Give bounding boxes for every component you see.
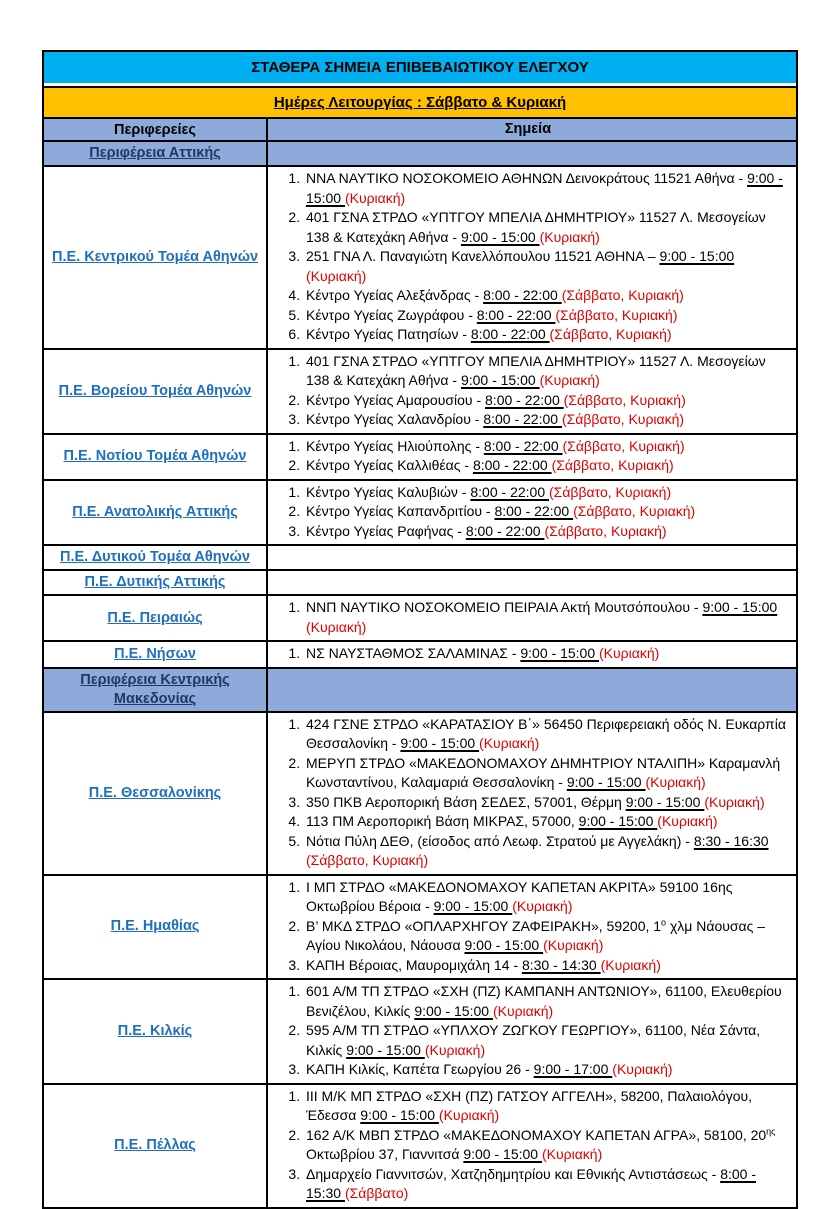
points-cell [268, 481, 796, 545]
points-list [268, 644, 788, 664]
table-row [44, 479, 796, 545]
point-item: 1. Κέντρο Υγείας Καλυβιών - 8:00 - 22:00 (Σάββατο, Κυριακή) [304, 483, 788, 503]
section-title[interactable]: Περιφέρεια Κεντρικής Μακεδονίας [80, 671, 230, 707]
point-item: 6. Κέντρο Υγείας Πατησίων - 8:00 - 22:00 (Σάββατο, Κυριακή) [304, 325, 788, 345]
point-item: 3. 251 ΓΝΑ Λ. Παναγιώτη Κανελλόπουλου 11521 ΑΘΗΝΑ – 9:00 - 15:00 (Κυριακή) [304, 247, 788, 286]
points-cell [268, 350, 796, 433]
point-item: 5. Νότια Πύλη ΔΕΘ, (είσοδος από Λεωφ. Στρατού με Αγγελάκη) - 8:30 - 16:30 (Σάββατο, Κυριακή) [304, 832, 788, 871]
points-cell [268, 167, 796, 348]
table-row [44, 640, 796, 667]
point-item: 2. 162 Α/Κ ΜΒΠ ΣΤΡΔΟ «ΜΑΚΕΔΟΝΟΜΑΧΟΥ ΚΑΠΕΤΑΝ ΑΓΡΑ», 58100, $20^{\eta\varsigma}$ Οκτωβρίου 37, Γιαννιτσά 9:00 - 15:00 (Κυριακή) [304, 1126, 788, 1165]
point-item: 3. ΚΑΠΗ Κιλκίς, Καπέτα Γεωργίου 26 - 9:00 - 17:00 (Κυριακή) [304, 1060, 788, 1080]
region-cell [44, 481, 268, 545]
point-item: 2. ΜΕΡΥΠ ΣΤΡΔΟ «ΜΑΚΕΔΟΝΟΜΑΧΟΥ ΔΗΜΗΤΡΙΟΥ ΝΤΑΛΙΠΗ» Καραμανλή Κωνσταντίνου, Καλαμαριά Θεσσαλονίκη - 9:00 - 15:00 (Κυριακή) [304, 754, 788, 793]
point-item: 1. Ι ΜΠ ΣΤΡΔΟ «ΜΑΚΕΔΟΝΟΜΑΧΟΥ ΚΑΠΕΤΑΝ ΑΚΡΙΤΑ» 59100 16ης Οκτωβρίου Βέροια - 9:00 - 15:00 (Κυριακή) [304, 878, 788, 917]
region-cell [44, 642, 268, 667]
points-list [268, 598, 788, 637]
region-link[interactable]: Π.Ε. Πέλλας [114, 1137, 196, 1153]
checkpoints-table [42, 50, 798, 1209]
table-subtitle-row [44, 86, 796, 117]
region-link[interactable]: Π.Ε. Δυτικής Αττικής [84, 574, 226, 590]
points-list [268, 982, 788, 1080]
point-item: 4. 113 ΠΜ Αεροπορική Βάση ΜΙΚΡΑΣ, 57000, 9:00 - 15:00 (Κυριακή) [304, 812, 788, 832]
point-item: 4. Κέντρο Υγείας Αλεξάνδρας - 8:00 - 22:00 (Σάββατο, Κυριακή) [304, 286, 788, 306]
point-item: 1. Κέντρο Υγείας Ηλιούπολης - 8:00 - 22:00 (Σάββατο, Κυριακή) [304, 437, 788, 457]
points-cell [268, 980, 796, 1083]
region-cell [44, 350, 268, 433]
point-item: 2. Β’ ΜΚΔ ΣΤΡΔΟ «ΟΠΛΑΡΧΗΓΟΥ ΖΑΦΕΙΡΑΚΗ», 59200, $1^o$ χλμ Νάουσας – Αγίου Νικολάου, Νάουσα 9:00 - 15:00 (Κυριακή) [304, 917, 788, 956]
section-cell [44, 142, 268, 165]
region-cell [44, 713, 268, 874]
region-link[interactable]: Π.Ε. Ανατολικής Αττικής [72, 503, 238, 520]
points-cell [268, 876, 796, 979]
region-cell [44, 571, 268, 594]
region-link[interactable]: Π.Ε. Πειραιώς [107, 609, 203, 626]
table-row [44, 569, 796, 594]
points-list [268, 878, 788, 976]
point-item: 1. ΝΝΑ ΝΑΥΤΙΚΟ ΝΟΣΟΚΟΜΕΙΟ ΑΘΗΝΩΝ Δεινοκράτους 11521 Αθήνα - 9:00 - 15:00 (Κυριακή) [304, 169, 788, 208]
table-row [44, 348, 796, 433]
points-cell [268, 546, 796, 569]
region-cell [44, 435, 268, 479]
points-cell [268, 713, 796, 874]
region-link[interactable]: Π.Ε. Ημαθίας [110, 918, 200, 935]
points-cell [268, 596, 796, 640]
table-row [44, 433, 796, 479]
table-row [44, 667, 796, 711]
points-list [268, 437, 788, 476]
region-cell [44, 167, 268, 348]
points-cell [268, 669, 796, 711]
section-cell [44, 669, 268, 711]
point-item: 3. 350 ΠΚΒ Αεροπορική Βάση ΣΕΔΕΣ, 57001, Θέρμη 9:00 - 15:00 (Κυριακή) [304, 793, 788, 813]
points-list [268, 715, 788, 871]
points-cell [268, 571, 796, 594]
point-item: 2. Κέντρο Υγείας Καλλιθέας - 8:00 - 22:00 (Σάββατο, Κυριακή) [304, 456, 788, 476]
region-link[interactable]: Π.Ε. Δυτικού Τομέα Αθηνών [60, 549, 250, 565]
points-cell [268, 435, 796, 479]
region-cell [44, 980, 268, 1083]
points-cell [268, 642, 796, 667]
points-list [268, 1087, 788, 1204]
table-row [44, 711, 796, 874]
points-cell [268, 1085, 796, 1207]
table-row [44, 978, 796, 1083]
point-item: 3. ΚΑΠΗ Βέροιας, Μαυρομιχάλη 14 - 8:30 - 14:30 (Κυριακή) [304, 956, 788, 976]
table-row [44, 874, 796, 979]
point-item: 5. Κέντρο Υγείας Ζωγράφου - 8:00 - 22:00 (Σάββατο, Κυριακή) [304, 306, 788, 326]
points-list [268, 169, 788, 345]
column-header-row [44, 117, 796, 140]
points-cell [268, 142, 796, 165]
point-item: 3. Κέντρο Υγείας Ραφήνας - 8:00 - 22:00 (Σάββατο, Κυριακή) [304, 522, 788, 542]
point-item: 2. 595 Α/Μ ΤΠ ΣΤΡΔΟ «ΥΠΛΧΟΥ ΖΩΓΚΟΥ ΓΕΩΡΓΙΟΥ», 61100, Νέα Σάντα, Κιλκίς 9:00 - 15:00 (Κυριακή) [304, 1021, 788, 1060]
column-header-points: Σημεία [504, 121, 552, 137]
region-cell [44, 596, 268, 640]
point-item: 2. Κέντρο Υγείας Καπανδριτίου - 8:00 - 22:00 (Σάββατο, Κυριακή) [304, 502, 788, 522]
table-row [44, 165, 796, 348]
point-item: 1. ΝΣ ΝΑΥΣΤΑΘΜΟΣ ΣΑΛΑΜΙΝΑΣ - 9:00 - 15:00 (Κυριακή) [304, 644, 788, 664]
region-link[interactable]: Π.Ε. Κιλκίς [117, 1022, 193, 1039]
table-row [44, 594, 796, 640]
table-title-row [44, 52, 796, 83]
operating-days-label: Ημέρες Λειτουργίας : Σάββατο & Κυριακή [273, 94, 567, 111]
points-list [268, 483, 788, 542]
region-link[interactable]: Π.Ε. Θεσσαλονίκης [88, 784, 222, 801]
point-item: 3. Κέντρο Υγείας Χαλανδρίου - 8:00 - 22:00 (Σάββατο, Κυριακή) [304, 410, 788, 430]
region-link[interactable]: Π.Ε. Νοτίου Τομέα Αθηνών [63, 448, 247, 464]
point-item: 3. Δημαρχείο Γιαννιτσών, Χατζηδημητρίου και Εθνικής Αντιστάσεως - 8:00 - 15:30 (Σάββατο) [304, 1165, 788, 1204]
region-link[interactable]: Π.Ε. Βορείου Τομέα Αθηνών [58, 382, 252, 399]
region-cell [44, 876, 268, 979]
table-title: ΣΤΑΘΕΡΑ ΣΗΜΕΙΑ ΕΠΙΒΕΒΑΙΩΤΙΚΟΥ ΕΛΕΓΧΟΥ [251, 59, 589, 76]
points-list [268, 352, 788, 430]
point-item: 1. 601 Α/Μ ΤΠ ΣΤΡΔΟ «ΣΧΗ (ΠΖ) ΚΑΜΠΑΝΗ ΑΝΤΩΝΙΟΥ», 61100, Ελευθερίου Βενιζέλου, Κιλκίς 9:00 - 15:00 (Κυριακή) [304, 982, 788, 1021]
region-link[interactable]: Π.Ε. Κεντρικού Τομέα Αθηνών [51, 248, 259, 265]
table-row [44, 544, 796, 569]
point-item: 1. ΝΝΠ ΝΑΥΤΙΚΟ ΝΟΣΟΚΟΜΕΙΟ ΠΕΙΡΑΙΑ Ακτή Μουτσόπουλου - 9:00 - 15:00 (Κυριακή) [304, 598, 788, 637]
point-item: 2. Κέντρο Υγείας Αμαρουσίου - 8:00 - 22:00 (Σάββατο, Κυριακή) [304, 391, 788, 411]
region-cell [44, 546, 268, 569]
column-header-regions: Περιφερείες [44, 119, 268, 140]
point-item: 1. ΙΙΙ Μ/Κ ΜΠ ΣΤΡΔΟ «ΣΧΗ (ΠΖ) ΓΑΤΣΟΥ ΑΓΓΕΛΗ», 58200, Παλαιολόγου, Έδεσσα 9:00 - 15:00 (Κυριακή) [304, 1087, 788, 1126]
region-link[interactable]: Π.Ε. Νήσων [114, 645, 196, 662]
table-row [44, 140, 796, 165]
point-item: 1. 424 ΓΣΝΕ ΣΤΡΔΟ «ΚΑΡΑΤΑΣΙΟΥ Β΄» 56450 Περιφερειακή οδός Ν. Ευκαρπία Θεσσαλονίκη - 9:00 - 15:00 (Κυριακή) [304, 715, 788, 754]
section-title[interactable]: Περιφέρεια Αττικής [89, 145, 221, 161]
point-item: 1. 401 ΓΣΝΑ ΣΤΡΔΟ «ΥΠΤΓΟΥ ΜΠΕΛΙΑ ΔΗΜΗΤΡΙΟΥ» 11527 Λ. Μεσογείων 138 & Κατεχάκη Αθήνα - 9:00 - 15:00 (Κυριακή) [304, 352, 788, 391]
point-item: 2. 401 ΓΣΝΑ ΣΤΡΔΟ «ΥΠΤΓΟΥ ΜΠΕΛΙΑ ΔΗΜΗΤΡΙΟΥ» 11527 Λ. Μεσογείων 138 & Κατεχάκη Αθήνα - 9:00 - 15:00 (Κυριακή) [304, 208, 788, 247]
region-cell [44, 1085, 268, 1207]
